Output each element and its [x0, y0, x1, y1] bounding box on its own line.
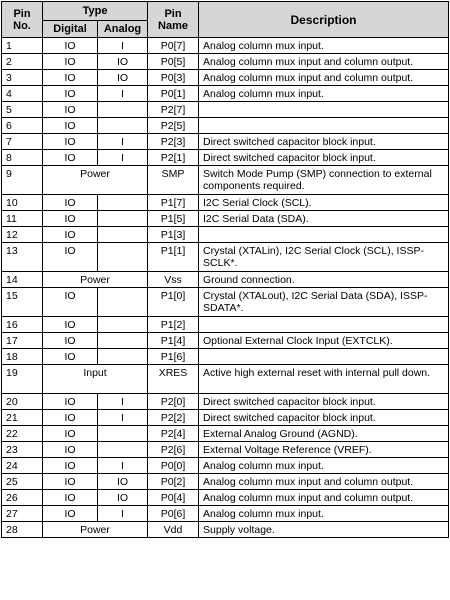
description-cell — [199, 317, 449, 333]
type-merged-cell: Power — [43, 522, 148, 538]
table-row — [2, 227, 449, 243]
type-merged-cell: Power — [43, 166, 148, 195]
header-analog: Analog — [98, 21, 148, 38]
description-cell: I2C Serial Clock (SCL). — [199, 195, 449, 211]
pin-number-cell: 13 — [2, 243, 43, 272]
digital-type-cell: IO — [43, 243, 98, 272]
pin-name-cell: P2[0] — [148, 394, 199, 410]
table-row — [2, 365, 449, 394]
description-cell: Analog column mux input. — [199, 38, 449, 54]
analog-type-cell: I — [98, 134, 148, 150]
description-cell: Optional External Clock Input (EXTCLK). — [199, 333, 449, 349]
digital-type-cell: IO — [43, 442, 98, 458]
pin-number-cell: 26 — [2, 490, 43, 506]
header-type: Type — [43, 2, 148, 21]
table-row — [2, 490, 449, 506]
digital-type-cell: IO — [43, 349, 98, 365]
table-row — [2, 442, 449, 458]
analog-type-cell: IO — [98, 70, 148, 86]
table-row — [2, 506, 449, 522]
pin-number-cell: 8 — [2, 150, 43, 166]
description-cell: Switch Mode Pump (SMP) connection to external components required. — [199, 166, 449, 195]
description-cell — [199, 227, 449, 243]
pin-name-cell: P0[0] — [148, 458, 199, 474]
pin-name-cell: P0[6] — [148, 506, 199, 522]
table-row — [2, 349, 449, 365]
analog-type-cell: I — [98, 410, 148, 426]
digital-type-cell: IO — [43, 70, 98, 86]
table-row — [2, 118, 449, 134]
digital-type-cell: IO — [43, 38, 98, 54]
description-cell: Direct switched capacitor block input. — [199, 394, 449, 410]
pin-name-cell: P2[4] — [148, 426, 199, 442]
table-row — [2, 54, 449, 70]
table-row — [2, 102, 449, 118]
table-row — [2, 394, 449, 410]
header-description: Description — [199, 2, 449, 38]
pin-name-cell: P2[6] — [148, 442, 199, 458]
pin-number-cell: 14 — [2, 272, 43, 288]
analog-type-cell: I — [98, 86, 148, 102]
analog-type-cell — [98, 317, 148, 333]
pin-number-cell: 21 — [2, 410, 43, 426]
pin-number-cell: 28 — [2, 522, 43, 538]
analog-type-cell: IO — [98, 54, 148, 70]
analog-type-cell: I — [98, 150, 148, 166]
pin-name-cell: P1[2] — [148, 317, 199, 333]
analog-type-cell: IO — [98, 490, 148, 506]
digital-type-cell: IO — [43, 195, 98, 211]
analog-type-cell: I — [98, 506, 148, 522]
description-cell: Direct switched capacitor block input. — [199, 134, 449, 150]
pin-name-cell: Vdd — [148, 522, 199, 538]
pin-name-cell: P0[3] — [148, 70, 199, 86]
table-row — [2, 211, 449, 227]
digital-type-cell: IO — [43, 394, 98, 410]
description-cell: Analog column mux input. — [199, 458, 449, 474]
analog-type-cell — [98, 288, 148, 317]
table-row — [2, 195, 449, 211]
header-digital: Digital — [43, 21, 98, 38]
digital-type-cell: IO — [43, 54, 98, 70]
digital-type-cell: IO — [43, 410, 98, 426]
digital-type-cell: IO — [43, 86, 98, 102]
description-cell: Supply voltage. — [199, 522, 449, 538]
description-cell — [199, 118, 449, 134]
pin-name-cell: P2[2] — [148, 410, 199, 426]
pin-number-cell: 17 — [2, 333, 43, 349]
analog-type-cell — [98, 102, 148, 118]
pin-name-cell: P1[7] — [148, 195, 199, 211]
description-cell: Analog column mux input and column output. — [199, 54, 449, 70]
pin-name-cell: Vss — [148, 272, 199, 288]
pin-number-cell: 1 — [2, 38, 43, 54]
pin-name-cell: P2[1] — [148, 150, 199, 166]
pin-number-cell: 3 — [2, 70, 43, 86]
description-cell: Analog column mux input and column output. — [199, 474, 449, 490]
pin-number-cell: 23 — [2, 442, 43, 458]
analog-type-cell — [98, 349, 148, 365]
description-cell: Analog column mux input. — [199, 86, 449, 102]
digital-type-cell: IO — [43, 102, 98, 118]
table-row — [2, 333, 449, 349]
analog-type-cell: I — [98, 394, 148, 410]
analog-type-cell — [98, 243, 148, 272]
digital-type-cell: IO — [43, 227, 98, 243]
pin-number-cell: 10 — [2, 195, 43, 211]
table-row — [2, 166, 449, 195]
header-pin-name: Pin Name — [148, 2, 199, 38]
pin-description-table — [1, 1, 449, 538]
pin-number-cell: 27 — [2, 506, 43, 522]
analog-type-cell: I — [98, 38, 148, 54]
digital-type-cell: IO — [43, 118, 98, 134]
description-cell: I2C Serial Data (SDA). — [199, 211, 449, 227]
analog-type-cell — [98, 211, 148, 227]
pin-number-cell: 15 — [2, 288, 43, 317]
pin-number-cell: 18 — [2, 349, 43, 365]
pin-name-cell: P2[5] — [148, 118, 199, 134]
table-row — [2, 474, 449, 490]
analog-type-cell — [98, 426, 148, 442]
digital-type-cell: IO — [43, 474, 98, 490]
table-row — [2, 458, 449, 474]
table-body — [2, 38, 449, 538]
pin-number-cell: 2 — [2, 54, 43, 70]
description-cell: Analog column mux input and column output. — [199, 70, 449, 86]
digital-type-cell: IO — [43, 458, 98, 474]
description-cell: Ground connection. — [199, 272, 449, 288]
pin-number-cell: 11 — [2, 211, 43, 227]
pin-name-cell: P0[4] — [148, 490, 199, 506]
pin-name-cell: XRES — [148, 365, 199, 394]
description-cell — [199, 102, 449, 118]
table-row — [2, 288, 449, 317]
pin-name-cell: P0[7] — [148, 38, 199, 54]
table-row — [2, 134, 449, 150]
pin-name-cell: P1[1] — [148, 243, 199, 272]
type-merged-cell: Power — [43, 272, 148, 288]
pin-name-cell: P1[3] — [148, 227, 199, 243]
description-cell: Analog column mux input and column output. — [199, 490, 449, 506]
analog-type-cell — [98, 333, 148, 349]
pin-name-cell: P1[4] — [148, 333, 199, 349]
pin-number-cell: 4 — [2, 86, 43, 102]
description-cell: External Voltage Reference (VREF). — [199, 442, 449, 458]
pin-name-cell: P0[2] — [148, 474, 199, 490]
description-cell: Direct switched capacitor block input. — [199, 410, 449, 426]
table-row — [2, 317, 449, 333]
pin-number-cell: 12 — [2, 227, 43, 243]
pin-name-cell: P1[0] — [148, 288, 199, 317]
pin-name-cell: P0[1] — [148, 86, 199, 102]
digital-type-cell: IO — [43, 426, 98, 442]
description-cell: Direct switched capacitor block input. — [199, 150, 449, 166]
pin-name-cell: P2[7] — [148, 102, 199, 118]
description-cell: Analog column mux input. — [199, 506, 449, 522]
description-cell — [199, 349, 449, 365]
table-row — [2, 38, 449, 54]
digital-type-cell: IO — [43, 288, 98, 317]
table-row — [2, 70, 449, 86]
pin-name-cell: P2[3] — [148, 134, 199, 150]
description-cell: Active high external reset with internal pull down. — [199, 365, 449, 394]
pin-name-cell: P0[5] — [148, 54, 199, 70]
table-row — [2, 272, 449, 288]
pin-number-cell: 6 — [2, 118, 43, 134]
digital-type-cell: IO — [43, 150, 98, 166]
description-cell: External Analog Ground (AGND). — [199, 426, 449, 442]
analog-type-cell — [98, 442, 148, 458]
pin-number-cell: 5 — [2, 102, 43, 118]
table-row — [2, 150, 449, 166]
digital-type-cell: IO — [43, 333, 98, 349]
analog-type-cell: IO — [98, 474, 148, 490]
pin-name-cell: P1[5] — [148, 211, 199, 227]
table-row — [2, 426, 449, 442]
pin-number-cell: 16 — [2, 317, 43, 333]
pin-number-cell: 7 — [2, 134, 43, 150]
digital-type-cell: IO — [43, 317, 98, 333]
pin-number-cell: 20 — [2, 394, 43, 410]
header-pin-no: Pin No. — [2, 2, 43, 38]
table-row — [2, 410, 449, 426]
digital-type-cell: IO — [43, 211, 98, 227]
pin-number-cell: 19 — [2, 365, 43, 394]
pin-number-cell: 22 — [2, 426, 43, 442]
analog-type-cell — [98, 118, 148, 134]
table-row — [2, 243, 449, 272]
digital-type-cell: IO — [43, 134, 98, 150]
description-cell: Crystal (XTALout), I2C Serial Data (SDA), ISSP-SDATA*. — [199, 288, 449, 317]
type-merged-cell: Input — [43, 365, 148, 394]
pin-name-cell: P1[6] — [148, 349, 199, 365]
pin-name-cell: SMP — [148, 166, 199, 195]
pin-number-cell: 24 — [2, 458, 43, 474]
digital-type-cell: IO — [43, 506, 98, 522]
analog-type-cell: I — [98, 458, 148, 474]
table-row — [2, 86, 449, 102]
table-row — [2, 522, 449, 538]
digital-type-cell: IO — [43, 490, 98, 506]
pin-number-cell: 25 — [2, 474, 43, 490]
analog-type-cell — [98, 227, 148, 243]
pin-number-cell: 9 — [2, 166, 43, 195]
analog-type-cell — [98, 195, 148, 211]
description-cell: Crystal (XTALin), I2C Serial Clock (SCL), ISSP-SCLK*. — [199, 243, 449, 272]
